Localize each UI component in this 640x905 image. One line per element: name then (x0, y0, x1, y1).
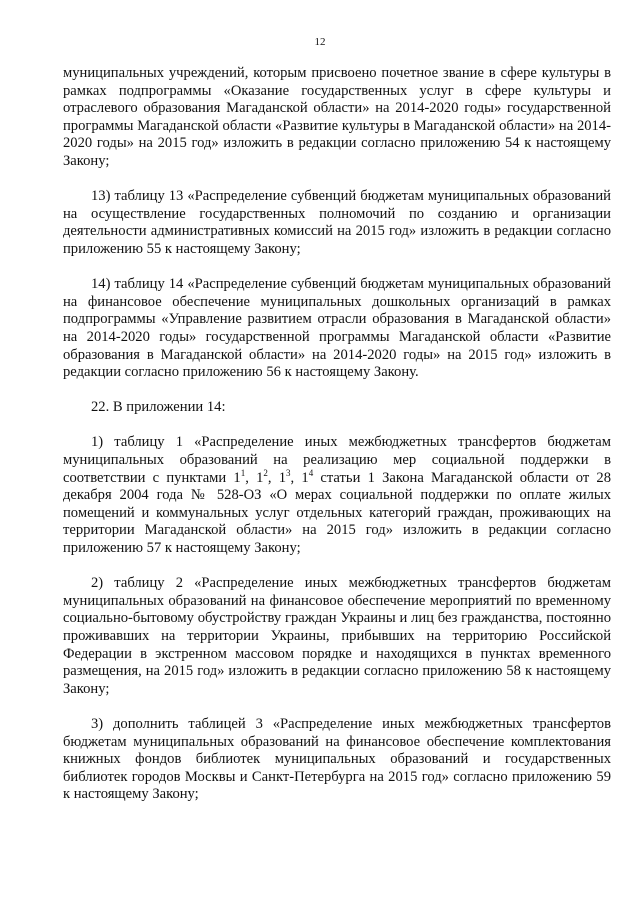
superscript-1: 1 (240, 467, 246, 478)
superscript-2: 2 (263, 467, 268, 478)
separator-3: , 1 (290, 469, 309, 486)
paragraph-table-2: 2) таблицу 2 «Распределение иных межбюджетных трансфертов бюджетам муниципальных образований на финансовое обеспечение мероприятий по временному социально-бытовому обустройству граждан Украины и лиц без гражданства, постоянно проживавших на территории Украины, прибывших на территорию Российской Федерации в экстренном массовом порядке и находящихся в пунктах временного размещения, на 2015 год» изложить в редакции согласно приложению 58 к настоящему Закону; (63, 575, 611, 697)
document-body (63, 65, 611, 822)
page-number: 12 (314, 36, 326, 48)
separator-2: , 1 (267, 469, 287, 486)
paragraph-item-13: 13) таблицу 13 «Распределение субвенций бюджетам муниципальных образований на осуществление государственных полномочий по созданию и организации деятельности административных комиссий на 2015 год» изложить в редакции согласно приложению 55 к настоящему Закону; (63, 188, 611, 257)
section-heading-22: 22. В приложении 14: (91, 399, 226, 416)
paragraph-table-1-text-a: 1) таблицу 1 «Распределение иных межбюджетных трансфертов бюджетам муниципальных образований на реализацию мер социальной поддержки в соответствии с пунктами 1 (63, 434, 611, 486)
paragraph-table-3: 3) дополнить таблицей 3 «Распределение иных межбюджетных трансфертов бюджетам муниципальных образований на финансовое обеспечение комплектования книжных фондов библиотек муниципальных образований и государственных библиотек городов Москвы и Санкт-Петербурга на 2015 год» согласно приложению 59 к настоящему Закону; (63, 715, 611, 803)
paragraph-table-1 (63, 434, 611, 557)
paragraph-continuation: муниципальных учреждений, которым присвоено почетное звание в сфере культуры в рамках подпрограммы «Оказание государственных услуг в сфере культуры и отраслевого образования Магаданской области» на 2014-2020 годы» государственной программы Магаданской области «Развитие культуры в Магаданской области» на 2014-2020 годы» на 2015 год» изложить в редакции согласно приложению 54 к настоящему Закону; (63, 65, 611, 169)
paragraph-item-14: 14) таблицу 14 «Распределение субвенций бюджетам муниципальных образований на финансовое обеспечение муниципальных дошкольных организаций в рамках подпрограммы «Управление развитием отрасли образования в Магаданской области» на 2014-2020 годы» государственной программы Магаданской области «Развитие образования в Магаданской области» на 2014-2020 годы» на 2015 год» изложить в редакции согласно приложению 56 к настоящему Закону. (63, 276, 611, 381)
superscript-4: 4 (308, 467, 314, 478)
paragraph-table-1-text-b: статьи 1 Закона Магаданской области от 28 декабря 2004 года № 528-ОЗ «О мерах социальной поддержки по оплате жилых помещений и коммунальных услуг отдельных категорий граждан, проживающих на территории Магаданской области» на 2015 год» изложить в редакции согласно приложению 57 к настоящему Закону; (63, 469, 612, 557)
separator-1: , 1 (245, 469, 264, 486)
superscript-3: 3 (286, 467, 291, 478)
